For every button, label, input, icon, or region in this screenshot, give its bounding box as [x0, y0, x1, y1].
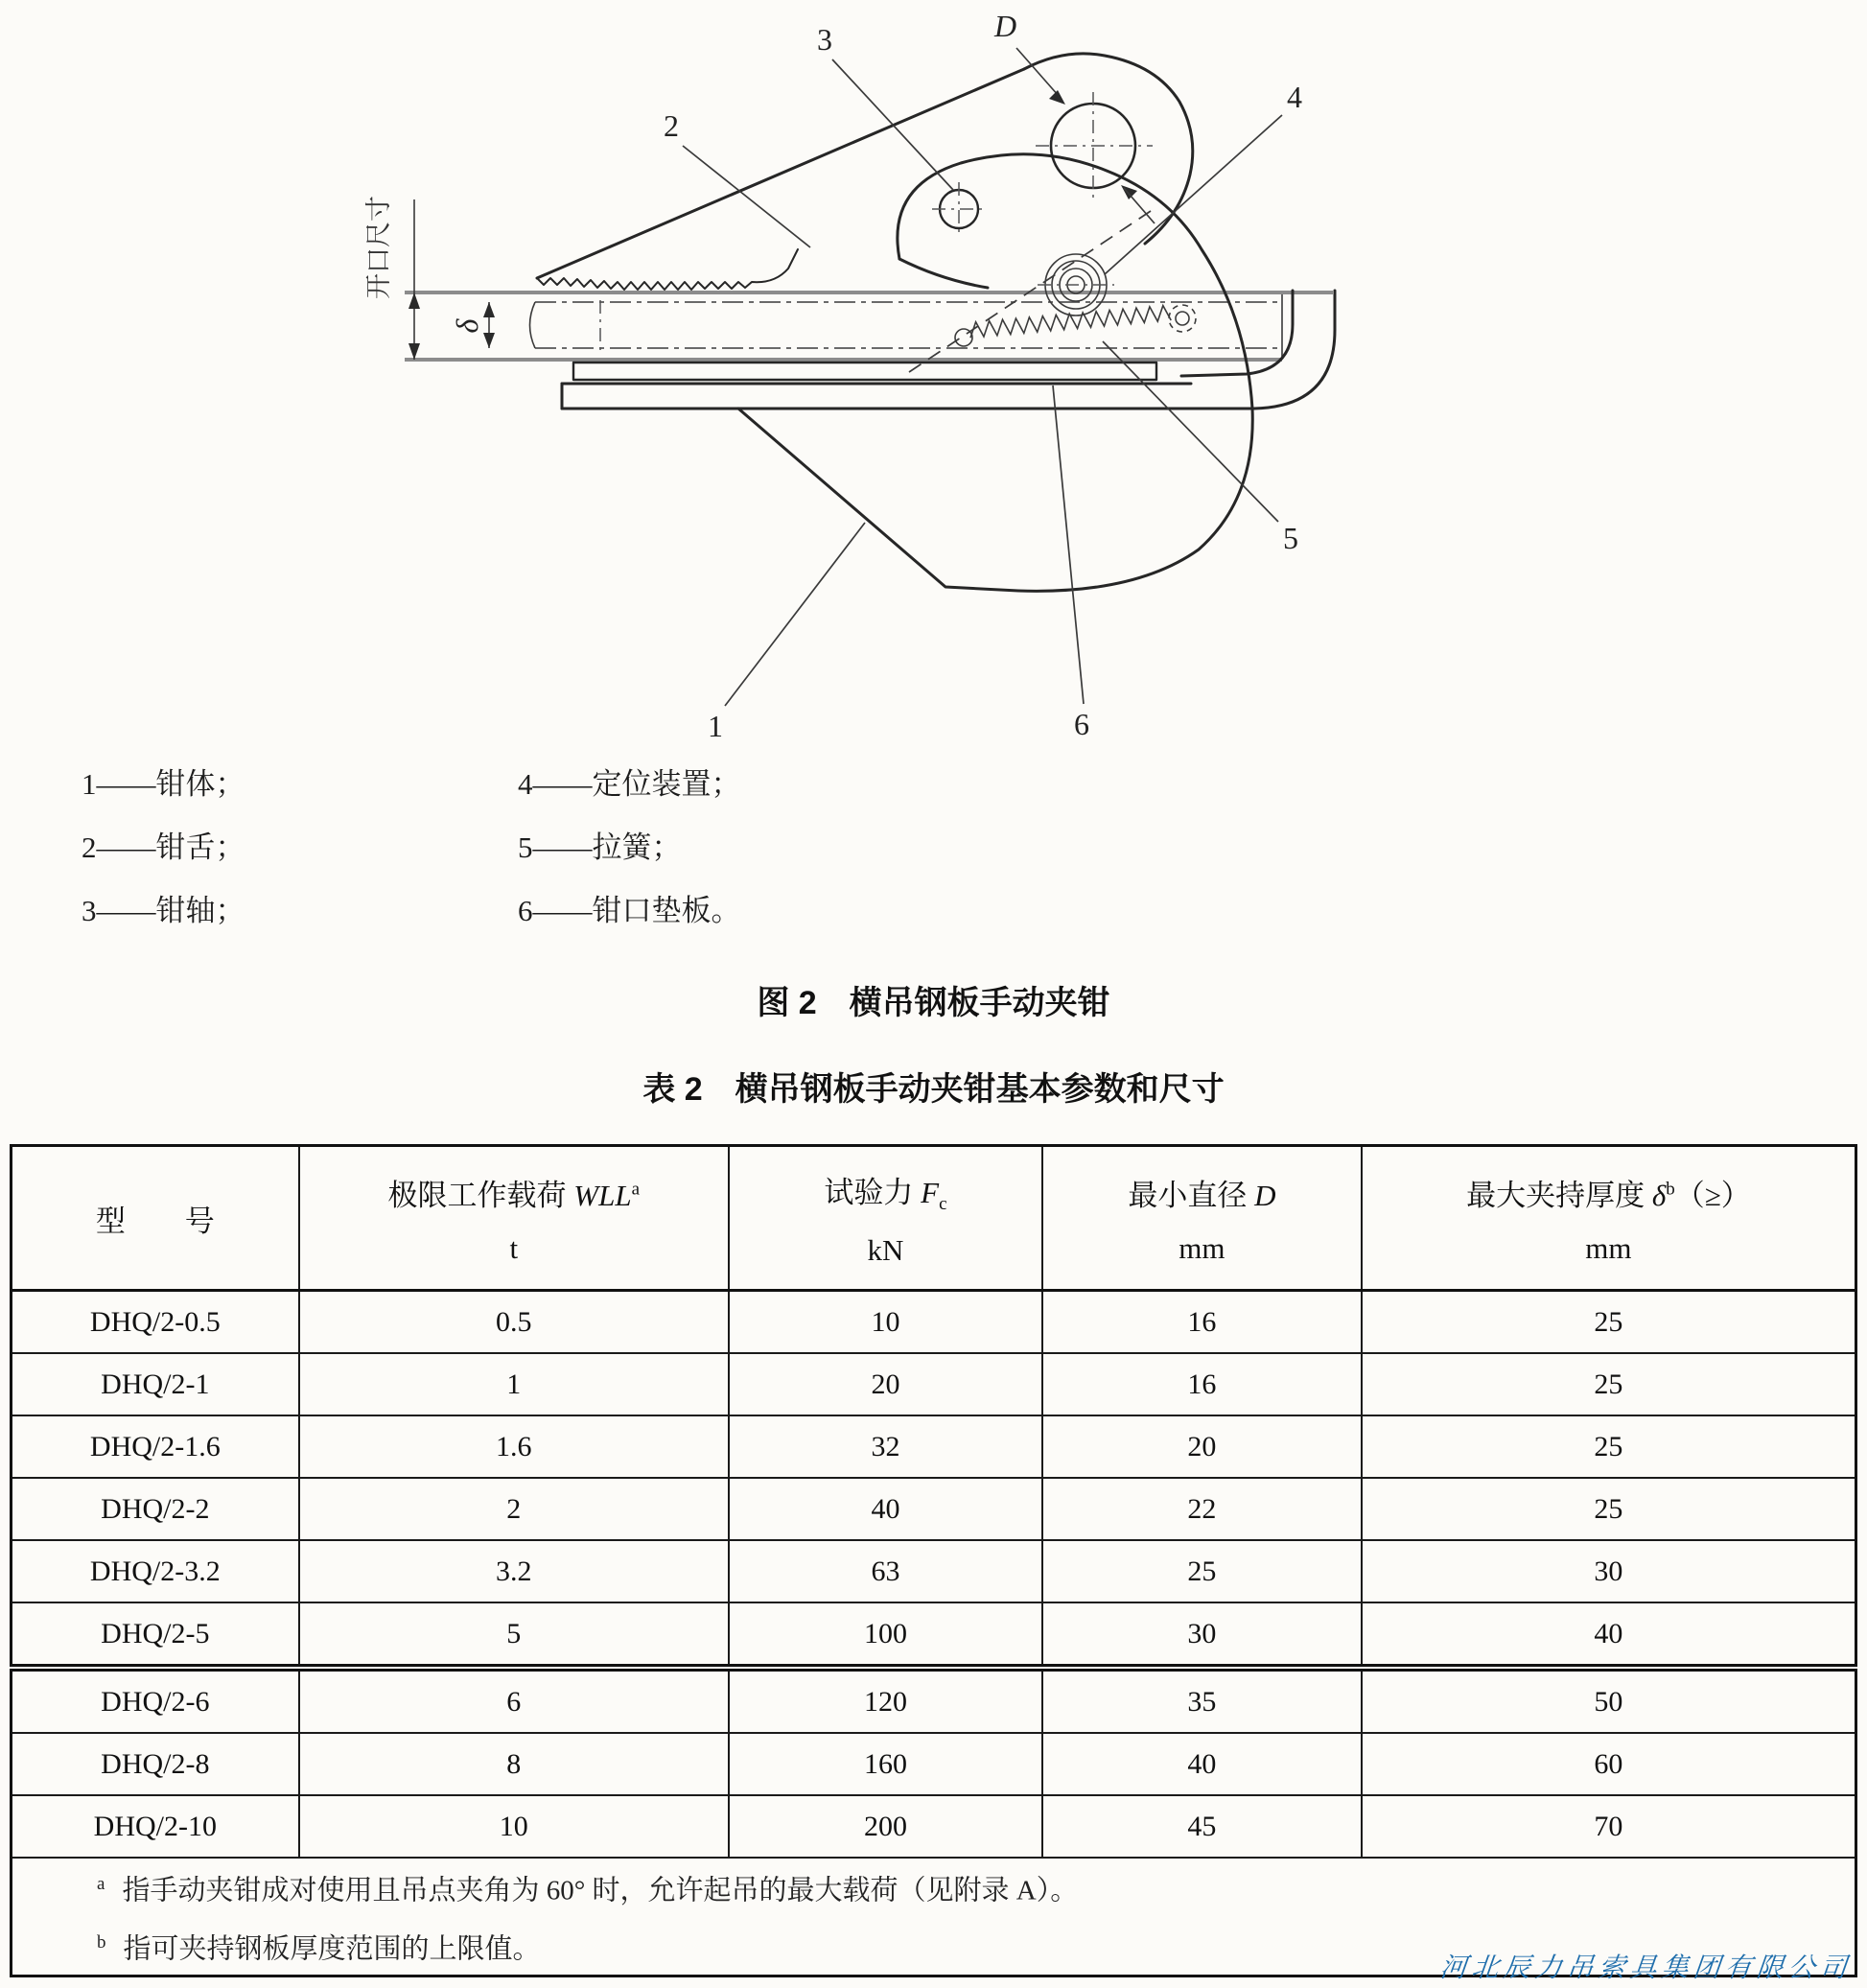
- value-cell: 200: [729, 1795, 1042, 1858]
- col-header-min-diameter: 最小直径 D mm: [1042, 1146, 1362, 1291]
- value-cell: 16: [1042, 1353, 1362, 1415]
- value-cell: 16: [1042, 1291, 1362, 1354]
- parameters-table: [10, 1144, 1857, 1977]
- body-throat-edge: [899, 259, 988, 288]
- value-cell: 35: [1042, 1668, 1362, 1733]
- value-cell: 1: [299, 1353, 729, 1415]
- value-cell: 20: [729, 1353, 1042, 1415]
- callout-D-label: D: [994, 9, 1017, 43]
- value-cell: 25: [1362, 1478, 1856, 1540]
- value-cell: 30: [1042, 1602, 1362, 1668]
- table-caption: 表 2 横吊钢板手动夹钳基本参数和尺寸: [642, 1071, 1225, 1108]
- callout-D: [993, 9, 1155, 223]
- table-body: [12, 1291, 1856, 1859]
- legend-num: 1: [82, 767, 97, 801]
- plate-break-line: [530, 302, 536, 348]
- model-cell: DHQ/2-3.2: [12, 1540, 299, 1602]
- value-cell: 100: [729, 1602, 1042, 1668]
- leader-6: [1053, 386, 1084, 704]
- table-row: [12, 1795, 1856, 1858]
- table-row: [12, 1353, 1856, 1415]
- opening-dim-label: 开口尺寸: [364, 196, 393, 299]
- figure-caption: 图 2 横吊钢板手动夹钳: [757, 985, 1110, 1021]
- model-cell: DHQ/2-1: [12, 1353, 299, 1415]
- value-cell: 5: [299, 1602, 729, 1668]
- jaw-wrap-outer: [562, 291, 1335, 409]
- value-cell: 25: [1362, 1353, 1856, 1415]
- spring-coil: [955, 305, 1196, 346]
- tongue-top-edge: [537, 69, 1024, 278]
- opening-dimension: [364, 196, 420, 360]
- callout-1: 1: [708, 709, 723, 743]
- footnote-a: $^a$ 指手动夹钳成对使用且吊点夹角为 60° 时，允许起吊的最大载荷（见附录 A）。: [97, 1874, 1079, 1906]
- value-cell: 32: [729, 1415, 1042, 1478]
- footnote-b: $^b$ 指可夹持钢板厚度范围的上限值。: [97, 1931, 541, 1965]
- value-cell: 2: [299, 1478, 729, 1540]
- company-watermark: 河北辰力吊索具集团有限公司: [1438, 1953, 1854, 1983]
- value-cell: 40: [1042, 1733, 1362, 1795]
- value-cell: 45: [1042, 1795, 1362, 1858]
- table-row: [12, 1415, 1856, 1478]
- legend-part-name: 定位装置；: [592, 767, 741, 801]
- col-header-max-thickness: 最大夹持厚度 δ$^b$（≥） mm: [1362, 1146, 1856, 1291]
- table-row: [12, 1291, 1856, 1354]
- unit-label: mm: [1179, 1230, 1225, 1265]
- model-cell: DHQ/2-0.5: [12, 1291, 299, 1354]
- value-cell: 22: [1042, 1478, 1362, 1540]
- value-cell: 3.2: [299, 1540, 729, 1602]
- lug-outline: [1024, 54, 1193, 244]
- legend-item-5: [518, 823, 741, 886]
- jaw-pad: [573, 363, 1156, 380]
- table-row: [12, 1668, 1856, 1733]
- legend-dash: ——: [532, 767, 593, 801]
- callout-4: 4: [1287, 80, 1302, 114]
- legend-dash: ——: [532, 894, 593, 927]
- legend-num: 5: [518, 830, 533, 864]
- tongue-serrated-edge: [537, 249, 798, 290]
- legend-item-6: [518, 886, 741, 949]
- legend-num: 4: [518, 767, 533, 801]
- legend-num: 6: [518, 894, 533, 927]
- clamp-technical-drawing: [0, 0, 1867, 767]
- legend-item-3: [82, 886, 518, 949]
- positioner-circles: [1038, 254, 1114, 316]
- value-cell: 1.6: [299, 1415, 729, 1478]
- value-cell: 30: [1362, 1540, 1856, 1602]
- value-cell: 63: [729, 1540, 1042, 1602]
- value-cell: 160: [729, 1733, 1042, 1795]
- unit-label: t: [509, 1230, 519, 1265]
- legend-part-name: 钳舌；: [155, 830, 245, 864]
- col-header-wll: 极限工作载荷 WLL$^a$ t: [299, 1146, 729, 1291]
- legend-dash: ——: [96, 894, 156, 927]
- thickness-dimension: [450, 302, 495, 348]
- legend-item-2: [82, 823, 518, 886]
- callout-6: 6: [1074, 707, 1089, 741]
- legend-part-name: 钳轴；: [155, 894, 245, 927]
- value-cell: 60: [1362, 1733, 1856, 1795]
- table-row: [12, 1540, 1856, 1602]
- value-cell: 0.5: [299, 1291, 729, 1354]
- value-cell: 70: [1362, 1795, 1856, 1858]
- model-cell: DHQ/2-5: [12, 1602, 299, 1668]
- value-cell: 40: [1362, 1602, 1856, 1668]
- model-cell: DHQ/2-10: [12, 1795, 299, 1858]
- legend-item-1: [82, 760, 518, 823]
- legend-dash: ——: [532, 830, 593, 864]
- model-cell: DHQ/2-1.6: [12, 1415, 299, 1478]
- legend-part-name: 拉簧；: [592, 830, 682, 864]
- value-cell: 10: [729, 1291, 1042, 1354]
- model-cell: DHQ/2-6: [12, 1668, 299, 1733]
- unit-label: mm: [1585, 1230, 1632, 1265]
- value-cell: 25: [1362, 1291, 1856, 1354]
- unit-label: kN: [867, 1232, 904, 1267]
- legend-part-name: 钳体；: [155, 767, 245, 801]
- leader-2: [683, 146, 810, 247]
- legend-num: 2: [82, 830, 97, 864]
- jaw-wrap-inner: [1181, 291, 1293, 376]
- leader-1: [725, 523, 865, 706]
- table-row: [12, 1733, 1856, 1795]
- value-cell: 50: [1362, 1668, 1856, 1733]
- callout-2: 2: [664, 108, 679, 143]
- value-cell: 10: [299, 1795, 729, 1858]
- value-cell: 8: [299, 1733, 729, 1795]
- parts-legend: [82, 760, 741, 949]
- leader-3: [832, 59, 953, 190]
- col-header-model: 型 号: [12, 1146, 299, 1291]
- value-cell: 40: [729, 1478, 1042, 1540]
- legend-part-name: 钳口垫板。: [592, 894, 741, 927]
- value-cell: 120: [729, 1668, 1042, 1733]
- callout-3: 3: [817, 22, 832, 57]
- value-cell: 20: [1042, 1415, 1362, 1478]
- clamp-body-outline: [738, 154, 1252, 592]
- table-row: [12, 1478, 1856, 1540]
- col-header-test-force: 试验力 $F_c$ kN: [729, 1146, 1042, 1291]
- legend-item-4: [518, 760, 741, 823]
- legend-dash: ——: [96, 830, 156, 864]
- model-cell: DHQ/2-8: [12, 1733, 299, 1795]
- value-cell: 25: [1362, 1415, 1856, 1478]
- model-cell: DHQ/2-2: [12, 1478, 299, 1540]
- legend-dash: ——: [96, 767, 156, 801]
- thickness-dim-label: δ: [450, 318, 484, 334]
- header-row: [12, 1146, 1856, 1291]
- table-row: [12, 1602, 1856, 1668]
- value-cell: 25: [1042, 1540, 1362, 1602]
- callout-5: 5: [1283, 521, 1298, 555]
- legend-num: 3: [82, 894, 97, 927]
- value-cell: 6: [299, 1668, 729, 1733]
